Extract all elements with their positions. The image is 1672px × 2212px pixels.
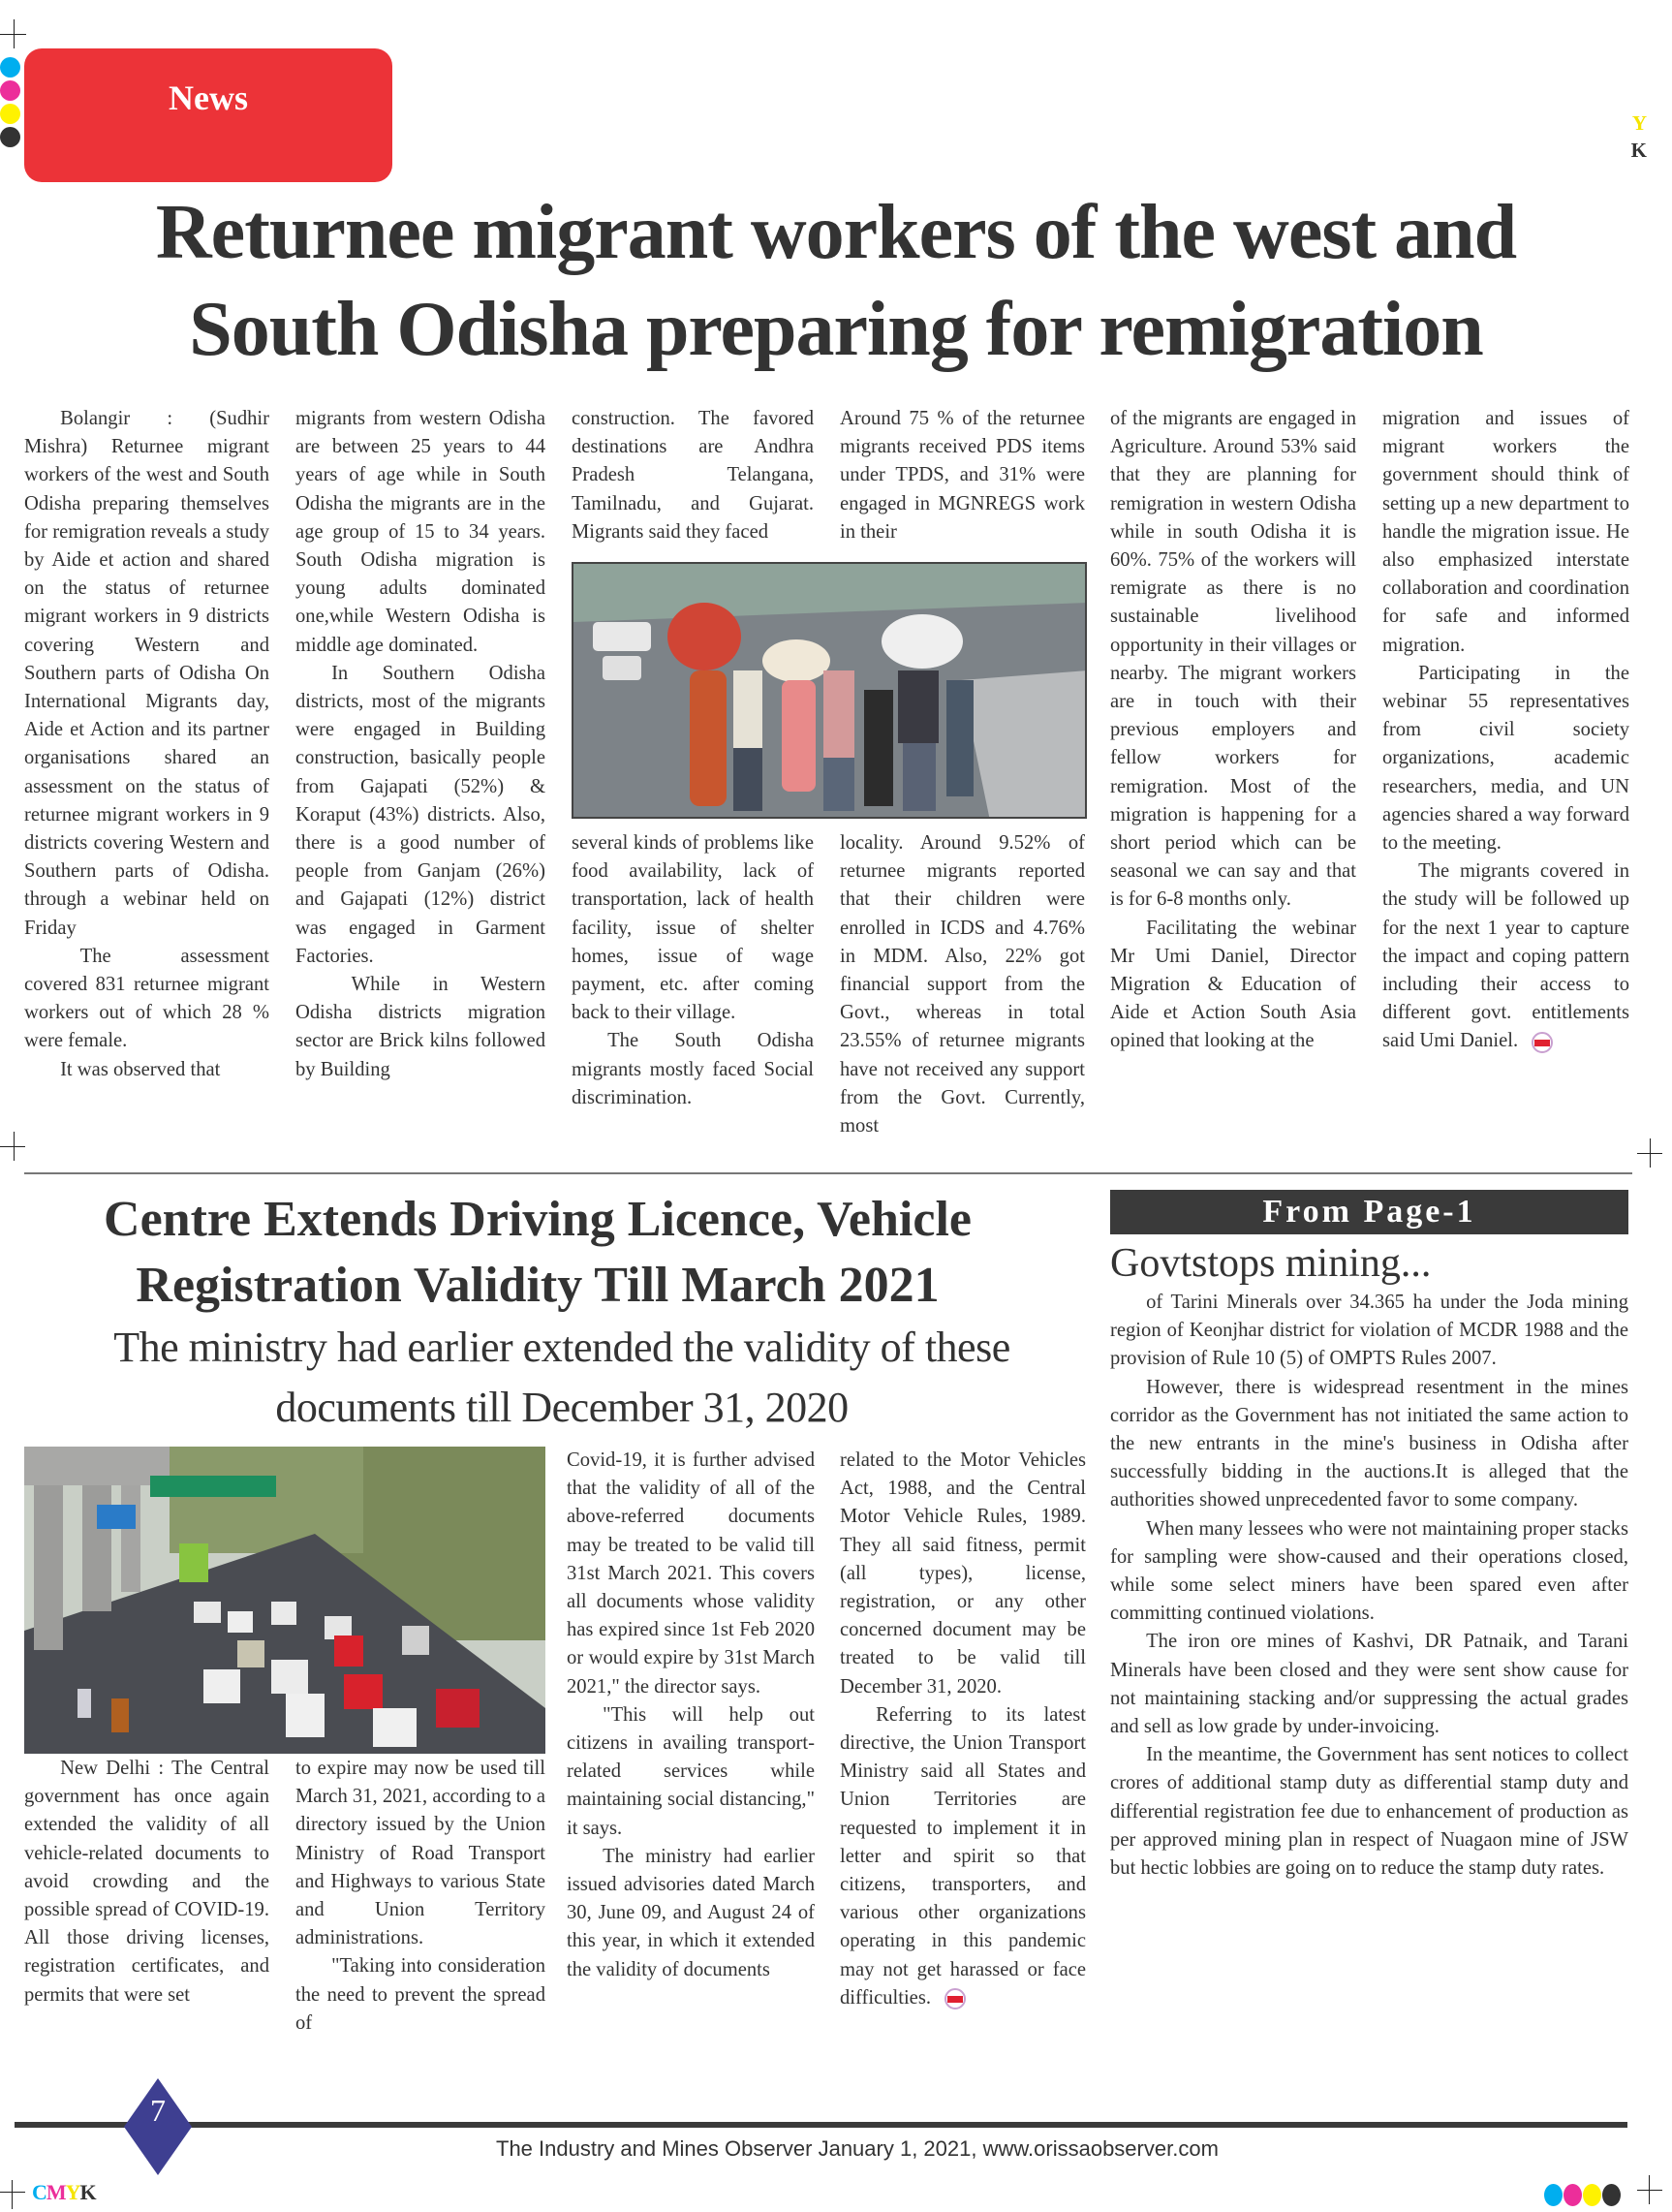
paragraph: While in Western Odisha districts migration sector are Brick kilns followed by Building [295, 974, 545, 1080]
footer-rule [15, 2122, 1627, 2128]
article1-column-6 [1382, 405, 1629, 1056]
paragraph [840, 1701, 1086, 2012]
paragraph: Bolangir : (Sudhir Mishra) Returnee migrant workers of the west and South Odisha preparing themselves for remigration reveals a study by Aide et action and shared on the status of returnee migrant workers in 9 districts covering Western and Southern parts of Odisha On International Migrants day, Aide et Action and its partner organisations shared an assessment on the status of returnee migrant workers in 9 districts covering Western and Southern parts of Odisha. through a webinar held on Friday [24, 408, 269, 939]
paragraph: When many lessees who were not maintaining proper stacks for sampling were show-caused and their operations closed, while some select miners have been spared even after committing continued violations. [1110, 1517, 1628, 1625]
article1-column-5 [1110, 405, 1356, 1056]
article1-column-3-bottom [572, 829, 814, 1112]
paragraph: construction. The favored destinations are Andhra Pradesh Telangana, Tamilnadu, and Gujarat. Migrants said they faced [572, 408, 814, 543]
paragraph: Around 75 % of the returnee migrants received PDS items under TPDS, and 31% were engaged in MGNREGS work in their [840, 408, 1085, 543]
paragraph: of Tarini Minerals over 34.365 ha under the Joda mining region of Keonjhar district for violation of MCDR 1988 and the provision of Rule 10 (5) of OMPTS Rules 2007. [1110, 1292, 1628, 1370]
paragraph: However, there is widespread resentment in the mines corridor as the Government has not initiated the same action to the new entrants in the mine's business in Odisha after successfully bidding in the auctions.It is alleged that the authorities showed unprecedented favor to some company. [1110, 1376, 1628, 1511]
paragraph: In the meantime, the Government has sent notices to collect crores of additional stamp duty as differential stamp duty and differential registration fee due to enhancement of production as per approved mining plan in respect of Nuagaon mine of JSW but hectic lobbies are going on to reduce the stamp duty rates. [1110, 1744, 1628, 1880]
paragraph-text: The migrants covered in the study will be followed up for the next 1 year to capture the impact and coping pattern including their access to different govt. entitlements said Umi Daniel. [1382, 860, 1629, 1052]
article1-column-3-top [572, 405, 814, 546]
paragraph: of the migrants are engaged in Agriculture. Around 53% said that they are planning for remigration in western Odisha while in south Odisha it is 60%. 75% of the workers will remigrate as there is no sustainable livelihood opportunity in their villages or nearby. The migrant workers are in touch with their previous employers and fellow workers for remigration. Most of the migration is happening for a short period which can be seasonal we can say and that is for 6-8 months only. [1110, 408, 1356, 911]
article2-headline-line1: Centre Extends Driving Licence, Vehicle [104, 1192, 972, 1247]
paragraph [1382, 857, 1629, 1055]
paragraph: New Delhi : The Central government has once again extended the validity of all vehicle-related documents to avoid crowding and the possible spread of COVID-19. All those driving licenses, registration certificates, and permits that were set [24, 1758, 269, 2006]
cmyk-c: C [32, 2180, 46, 2204]
article2-subheadline-line2: documents till December 31, 2020 [275, 1384, 849, 1431]
article2-column-2 [295, 1755, 545, 2038]
footer-publication-line: The Industry and Mines Observer January 1, 2021, www.orissaobserver.com [496, 2136, 1219, 2161]
magenta-registration-dot [0, 80, 20, 101]
article1-column-2 [295, 405, 545, 1084]
crop-mark [12, 2180, 13, 2209]
crop-mark [14, 19, 15, 48]
article1-headline [0, 184, 1672, 378]
crop-mark [1650, 1138, 1651, 1168]
article1-headline-line1: Returnee migrant workers of the west and [155, 190, 1517, 275]
paragraph: migrants from western Odisha are between 25 years to 44 years of age while in South Odisha the migrants are in the age group of 15 to 34 years. South Odisha migration is young adults dominated one,while Western Odisha is middle age dominated. [295, 408, 545, 656]
article2-photo-traffic [24, 1447, 545, 1754]
magenta-registration-dot [1564, 2184, 1582, 2206]
article1-headline-line2: South Odisha preparing for remigration [189, 287, 1483, 372]
end-of-story-icon [944, 1988, 966, 2009]
paragraph: related to the Motor Vehicles Act, 1988, and the Central Motor Vehicle Rules, 1989. They all said fitness, permit (all types), license, registration, or any other concerned document may be treated to be valid till December 31, 2020. [840, 1449, 1086, 1698]
cmyk-k: K [79, 2180, 96, 2204]
paragraph: "Taking into consideration the need to prevent the spread of [295, 1955, 545, 2034]
article1-column-4-bottom [840, 829, 1085, 1140]
paragraph: The ministry had earlier issued advisories dated March 30, June 09, and August 24 of this year, in which it extended the validity of documents [567, 1845, 815, 1980]
paragraph: "This will help out citizens in availing transport-related services while maintaining social distancing," it says. [567, 1703, 815, 1839]
paragraph: Covid-19, it is further advised that the validity of all of the above-referred documents may be treated to be valid till 31st March 2021. This covers all documents whose validity has expired since 1st Feb 2020 or would expire by 31st March 2021," the director says. [567, 1449, 815, 1698]
article2-column-1 [24, 1755, 269, 2009]
cmyk-label [32, 2180, 96, 2205]
paragraph: Facilitating the webinar Mr Umi Daniel, Director Migration & Education of Aide et Action South Asia opined that looking at the [1110, 917, 1356, 1052]
cmyk-y: Y [65, 2180, 80, 2204]
crop-mark [1637, 2190, 1662, 2191]
crop-mark [0, 1146, 25, 1147]
cmyk-m: M [46, 2180, 66, 2204]
cyan-registration-dot [1544, 2184, 1563, 2206]
black-registration-dot [1602, 2184, 1621, 2206]
crop-mark [0, 2192, 25, 2193]
paragraph: The iron ore mines of Kashvi, DR Patnaik, and Tarani Minerals have been closed and they were sent show cause for not maintaining stacking and/or suppressing the actual grades and sell as low grade by under-invoicing. [1110, 1631, 1628, 1738]
migrants-photo-illustration [573, 564, 1087, 819]
black-registration-dot [0, 127, 20, 147]
article2-subheadline-line1: The ministry had earlier extended the validity of these [113, 1324, 1010, 1371]
section-tag-news: News [24, 48, 392, 182]
page-number: 7 [150, 2093, 166, 2128]
article1-photo-migrants [572, 562, 1087, 819]
crop-mark [14, 1132, 15, 1161]
paragraph-text: Referring to its latest directive, the Union Transport Ministry said all States and Union Territories are requested to implement it in letter and spirit so that citizens, transporters, and various other organizations operating in this pandemic may not get harassed or face difficulties. [840, 1703, 1086, 2009]
from-page-banner: From Page-1 [1110, 1190, 1628, 1234]
article2-column-3 [567, 1447, 815, 1984]
yellow-plate-label: Y [1631, 111, 1647, 135]
paragraph: to expire may now be used till March 31, 2021, according to a directory issued by the Union Ministry of Road Transport and Highways to various State and Union Territory administrations. [295, 1758, 545, 1949]
cyan-registration-dot [0, 57, 20, 78]
paragraph: In Southern Odisha districts, most of the migrants were engaged in Building construction, basically people from Gajapati (52%) & Koraput (43%) districts. Also, there is a good number of people from Ganjam (26%) and Gajapati (12%) district was engaged in Garment Factories. [295, 662, 545, 967]
article2-headline-line2: Registration Validity Till March 2021 [136, 1258, 940, 1313]
traffic-photo-illustration [24, 1447, 545, 1754]
yellow-registration-dot [1583, 2184, 1601, 2206]
article3-body [1110, 1289, 1628, 1883]
article2-column-4 [840, 1447, 1086, 2012]
yellow-registration-dot [0, 104, 20, 124]
black-plate-label: K [1630, 139, 1647, 162]
end-of-story-icon [1532, 1032, 1553, 1053]
paragraph: The South Odisha migrants mostly faced Social discrimination. [572, 1030, 814, 1108]
article3-headline: Govtstops mining... [1110, 1241, 1432, 1286]
crop-mark [1649, 2175, 1650, 2204]
article1-column-1 [24, 405, 269, 1084]
paragraph: Participating in the webinar 55 representatives from civil society organizations, academic researchers, media, and UN agencies shared a way forward to the meeting. [1382, 662, 1629, 855]
paragraph: It was observed that [60, 1058, 221, 1080]
section-divider [24, 1172, 1632, 1174]
article2-subheadline [24, 1318, 1099, 1438]
article1-column-4-top [840, 405, 1085, 546]
article2-headline [24, 1187, 1051, 1319]
paragraph: The assessment covered 831 returnee migrant workers out of which 28 % were female. [24, 945, 269, 1052]
paragraph: several kinds of problems like food availability, lack of transportation, lack of health facility, issue of shelter homes, issue of wage payment, etc. after coming back to their village. [572, 832, 814, 1024]
paragraph: locality. Around 9.52% of returnee migrants reported that their children were enrolled in ICDS and 4.76% in MDM. Also, 22% got financial support from the Govt., whereas in total 23.55% of returnee migrants have not received any support from the Govt. Currently, most [840, 832, 1085, 1137]
paragraph: migration and issues of migrant workers the government should think of setting up a new department to handle the migration issue. He also emphasized interstate collaboration and coordination for safe and informed migration. [1382, 408, 1629, 656]
